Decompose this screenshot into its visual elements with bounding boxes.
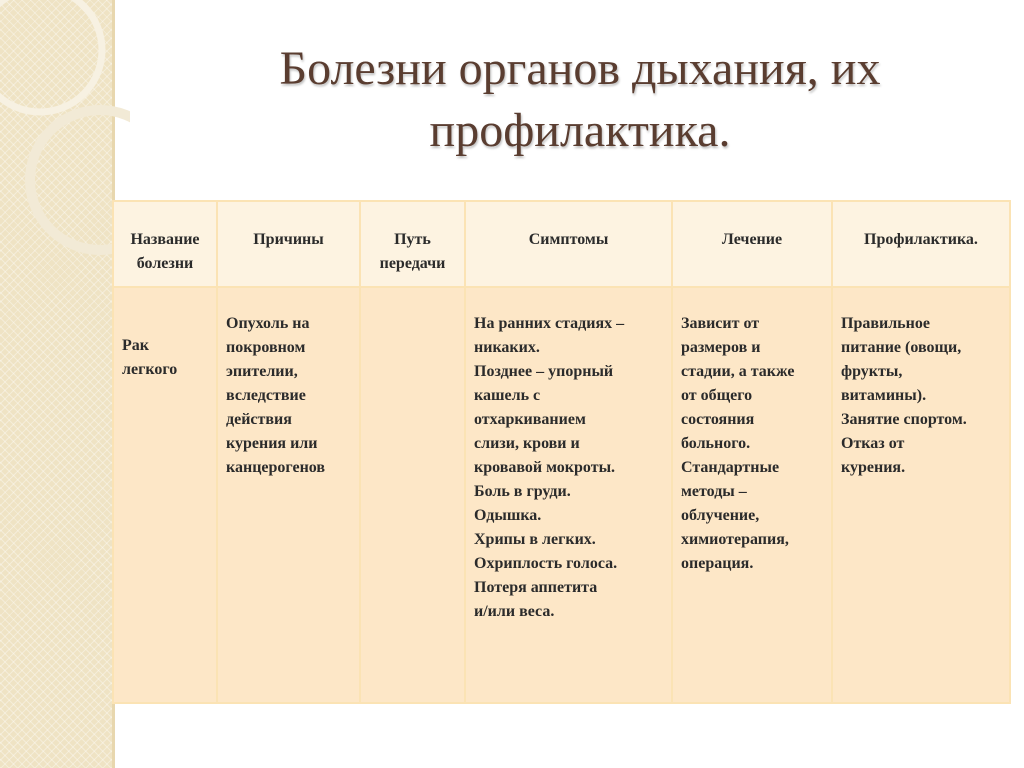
disease-table — [112, 200, 1011, 704]
header-prevention: Профилактика. — [832, 201, 1010, 287]
cell-treatment — [672, 287, 832, 703]
cell-text-line: вследствие — [226, 387, 306, 404]
slide-title-line-2: профилактика. — [429, 104, 731, 157]
cell-text-line: курения. — [841, 459, 906, 476]
cell-causes — [217, 287, 360, 703]
cell-text-line: курения или — [226, 435, 318, 452]
cell-text-line: состояния — [681, 411, 755, 428]
cell-text-line: витамины). — [841, 387, 927, 404]
cell-text-line: Зависит от — [681, 315, 760, 332]
cell-transmission — [360, 287, 465, 703]
cell-text-line: стадии, а также — [681, 363, 795, 380]
cell-text-line: химиотерапия, — [681, 531, 789, 548]
cell-text-line: канцерогенов — [226, 459, 326, 476]
slide-title-line-1: Болезни органов дыхания, их — [279, 42, 881, 95]
cell-text-line: больного. — [681, 435, 751, 452]
slide-title — [150, 38, 1010, 162]
decorative-circles-icon — [0, 0, 130, 260]
cell-text-line: от общего — [681, 387, 753, 404]
cell-text-line: легкого — [122, 361, 178, 378]
header-causes: Причины — [217, 201, 360, 287]
cell-text-line: облучение, — [681, 507, 760, 524]
table-header-row — [113, 201, 1010, 287]
header-disease-name: Название болезни — [113, 201, 217, 287]
cell-text-line: отхаркиванием — [474, 411, 586, 428]
cell-text-line: Боль в груди. — [474, 483, 571, 500]
cell-text-line: методы – — [681, 483, 747, 500]
cell-text-line: Хрипы в легких. — [474, 531, 596, 548]
cell-text-line: слизи, крови и — [474, 435, 580, 452]
cell-prevention — [832, 287, 1010, 703]
cell-text-line: Правильное — [841, 315, 930, 332]
cell-text-line: эпителии, — [226, 363, 298, 380]
cell-text-line: Стандартные — [681, 459, 780, 476]
cell-text-line: покровном — [226, 339, 306, 356]
cell-text-line: Одышка. — [474, 507, 542, 524]
cell-text-line: кровавой мокроты. — [474, 459, 616, 476]
cell-text-line: Опухоль на — [226, 315, 310, 332]
cell-text-line: никаких. — [474, 339, 540, 356]
table-row — [113, 287, 1010, 703]
cell-text-line: питание (овощи, — [841, 339, 962, 356]
cell-text-line: Отказ от — [841, 435, 905, 452]
cell-text-line: Потеря аппетита — [474, 579, 598, 596]
header-transmission: Путь передачи — [360, 201, 465, 287]
cell-text-line: На ранних стадиях – — [474, 315, 625, 332]
cell-text-line: Занятие спортом. — [841, 411, 967, 428]
cell-text-line: фрукты, — [841, 363, 903, 380]
header-symptoms: Симптомы — [465, 201, 672, 287]
cell-text-line: Охриплость голоса. — [474, 555, 618, 572]
header-treatment: Лечение — [672, 201, 832, 287]
cell-text-line: кашель с — [474, 387, 541, 404]
cell-text-line: Рак — [122, 337, 149, 354]
cell-disease — [113, 287, 217, 703]
cell-text-line: операция. — [681, 555, 754, 572]
cell-text-line: Позднее – упорный — [474, 363, 614, 380]
cell-symptoms — [465, 287, 672, 703]
cell-text-line: размеров и — [681, 339, 761, 356]
cell-text-line: и/или веса. — [474, 603, 555, 620]
cell-text-line: действия — [226, 411, 292, 428]
